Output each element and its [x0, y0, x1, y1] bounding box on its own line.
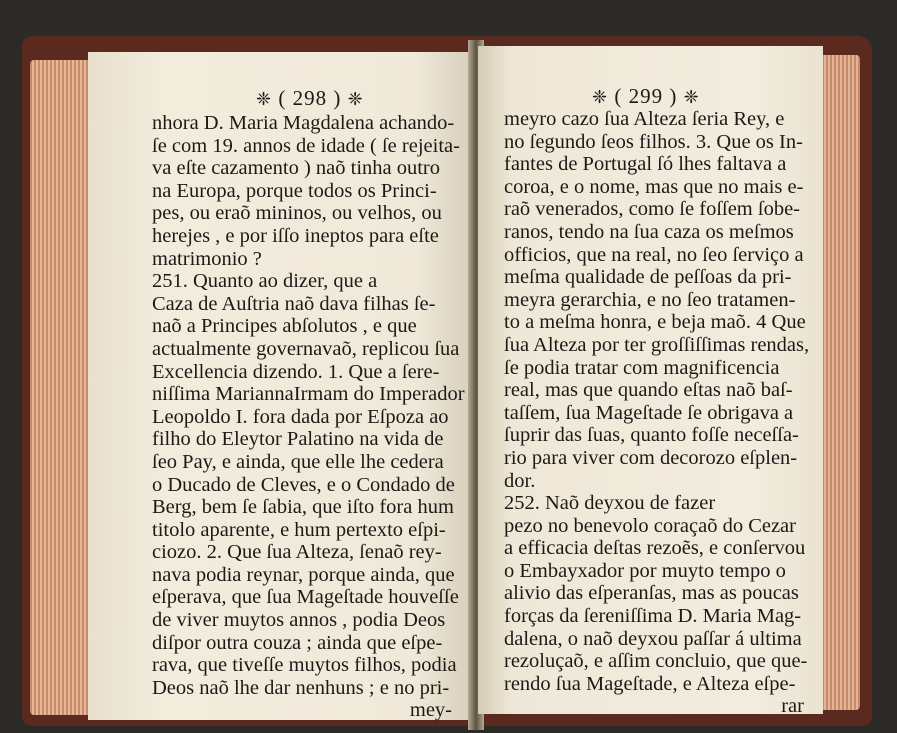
text-line: ſuprir das ſuas, quanto foſſe neceſſa- [504, 424, 799, 447]
text-line: rava, que tiveſſe muytos filhos, podia [152, 654, 457, 677]
right-page [478, 46, 823, 718]
text-line: forças da ſereniſſima D. Maria Mag- [504, 605, 802, 628]
text-line: na Europa, porque todos os Princi- [152, 179, 437, 202]
text-line: 252. Naõ deyxou de fazer [504, 492, 716, 515]
text-line: rio para viver com decorozo eſplen- [504, 446, 798, 469]
page-number: ( 298 ) [278, 86, 342, 110]
text-line: dalena, o naõ deyxou paſſar á ultima [504, 627, 802, 650]
text-line: meſma qualidade de peſſoas da pri- [504, 266, 792, 289]
text-line: va eſte cazamento ) naõ tinha outro [152, 157, 441, 180]
text-line: dor. [504, 469, 536, 492]
text-line: no ſegundo ſeos filhos. 3. Que os In- [504, 130, 803, 153]
text-line: herejes , e por iſſo ineptos para eſte [152, 224, 439, 247]
right-page-text [504, 108, 810, 718]
text-line: diſpor outra couza ; ainda que eſpe- [152, 631, 443, 654]
text-line: mey- [409, 699, 452, 722]
text-line: nava podia reynar, porque ainda, que [152, 563, 455, 586]
text-line: ſua Alteza por ter groſſiſſimas rendas, [504, 333, 810, 356]
text-line: rezoluçaõ, e aſſim concluio, que que- [504, 650, 808, 673]
text-line: titolo aparente, e hum pertexto eſpi- [152, 518, 446, 541]
text-line: matrimonio ? [152, 247, 262, 270]
text-line: ſe podia tratar com magnificencia [504, 356, 780, 379]
text-line: raõ venerados, como ſe foſſem ſobe- [504, 198, 800, 221]
text-line: niſſima MariannaIrmam do Imperador [152, 383, 465, 406]
text-line: naõ a Principes abſolutos , e que [152, 315, 417, 338]
text-line: Excellencia dizendo. 1. Que a ſere- [152, 360, 440, 383]
text-line: pezo no benevolo coraçaõ do Cezar [504, 514, 796, 537]
text-line: filho do Eleytor Palatino na vida de [152, 428, 444, 451]
text-line: coroa, e o nome, mas que no mais e- [504, 175, 804, 198]
text-line: Berg, bem ſe ſabia, que iſto fora hum [152, 496, 454, 519]
text-line: meyro cazo ſua Alteza ſeria Rey, e [504, 108, 785, 130]
left-page-header [256, 86, 364, 111]
text-line: ſe com 19. annos de idade ( ſe rejeita- [152, 134, 460, 157]
right-page-edges [820, 55, 860, 710]
ornament-icon: ❈ [347, 89, 364, 109]
text-line: fantes de Portugal ſó lhes faltava a [504, 153, 787, 176]
ornament-icon: ❈ [256, 89, 273, 109]
text-line: to a meſma honra, e beja maõ. 4 Que [504, 311, 806, 334]
text-line: nhora D. Maria Magdalena achando- [152, 112, 455, 134]
text-line: a efficacia deſtas rezoẽs, e conſervou [504, 537, 806, 560]
text-line: ciozo. 2. Que ſua Alteza, ſenaõ rey- [152, 541, 442, 564]
left-page-edges [30, 60, 90, 715]
page-number: ( 299 ) [614, 84, 678, 108]
ornament-icon: ❈ [592, 87, 609, 107]
text-line: Leopoldo I. fora dada por Eſpoza ao [152, 405, 449, 428]
text-line: taſſem, ſua Mageſtade ſe obrigava a [504, 401, 794, 424]
text-line: ranos, tendo na ſua caza os meſmos [504, 220, 794, 243]
text-line: pes, ou eraõ mininos, ou velhos, ou [152, 202, 442, 225]
text-line: ſeo Pay, e ainda, que elle lhe cedera [152, 450, 444, 473]
right-page-header [592, 84, 700, 109]
text-line: alivio das eſperanſas, mas as poucas [504, 582, 799, 605]
text-line: o Ducado de Cleves, e o Condado de [152, 473, 455, 496]
text-line: o Embayxador por muyto tempo o [504, 559, 786, 582]
text-line: rendo ſua Mageſtade, e Alteza eſpe- [504, 672, 796, 695]
text-line: de viver muytos annos , podia Deos [152, 609, 446, 632]
text-line: rar [781, 695, 804, 718]
text-line: 251. Quanto ao dizer, que a [152, 270, 378, 293]
left-page [88, 52, 472, 720]
text-line: real, mas que quando eſtas naõ baſ- [504, 379, 793, 402]
text-line: meyra gerarchia, e no ſeo tratamen- [504, 288, 796, 311]
text-line: actualmente governavaõ, replicou ſua [152, 337, 460, 360]
ornament-icon: ❈ [683, 87, 700, 107]
text-line: eſperava, que ſua Mageſtade houveſſe [152, 586, 459, 609]
left-page-text [152, 112, 465, 722]
text-line: Deos naõ lhe dar nenhuns ; e no pri- [152, 676, 450, 699]
text-line: officios, que na real, no ſeo ſerviço a [504, 243, 804, 266]
text-line: Caza de Auſtria naõ dava filhas ſe- [152, 292, 436, 315]
